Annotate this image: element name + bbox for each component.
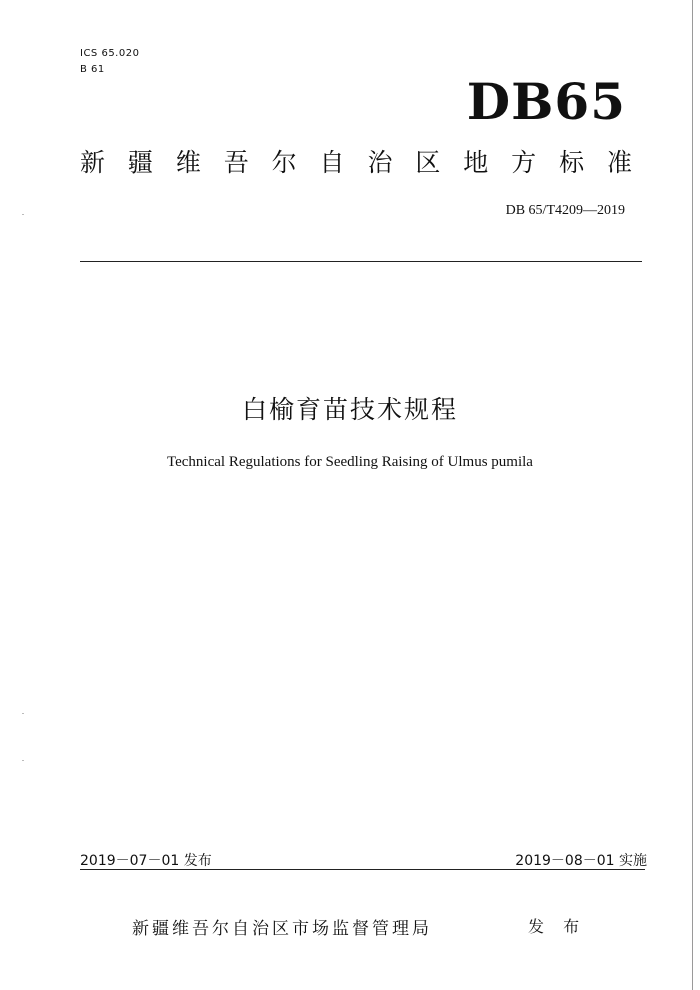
page-edge-line [692,0,693,990]
issuer-title-char: 疆 [127,148,153,177]
publish-date: 2019－07－01 发布 [80,853,212,869]
issuer-title-char: 维 [175,148,201,177]
publisher-name: 新疆维吾尔自治区市场监督管理局 [132,919,432,939]
document-title-english: Technical Regulations for Seedling Raising of Ulmus pumila [167,454,533,470]
header-divider [80,261,642,262]
issuer-title-char: 吾 [223,148,249,177]
issuer-title-char: 准 [606,148,632,177]
issuer-title-char: 标 [559,148,585,177]
publish-label: 发 布 [528,917,584,936]
footer-divider [80,869,645,870]
issuer-title-char: 新 [80,148,106,177]
issuer-title-char: 尔 [271,148,297,177]
issuer-title-char: 治 [367,148,393,177]
issuer-title-char: 自 [319,148,345,177]
issuer-title [80,146,632,180]
ccs-code: B 61 [80,64,105,75]
classification-codes [80,47,139,79]
issuer-title-char: 区 [415,148,441,177]
document-title-chinese: 白榆育苗技术规程 [241,395,458,424]
standard-number: DB 65/T4209—2019 [505,203,625,218]
ics-code: ICS 65.020 [80,48,140,59]
implementation-date: 2019－08－01 实施 [515,853,647,869]
issuer-title-char: 方 [511,148,537,177]
db65-logo: DB65 [466,72,626,131]
issuer-title-char: 地 [463,148,489,177]
scan-speck [22,713,24,714]
scan-speck [22,214,24,215]
scan-speck [22,760,24,761]
